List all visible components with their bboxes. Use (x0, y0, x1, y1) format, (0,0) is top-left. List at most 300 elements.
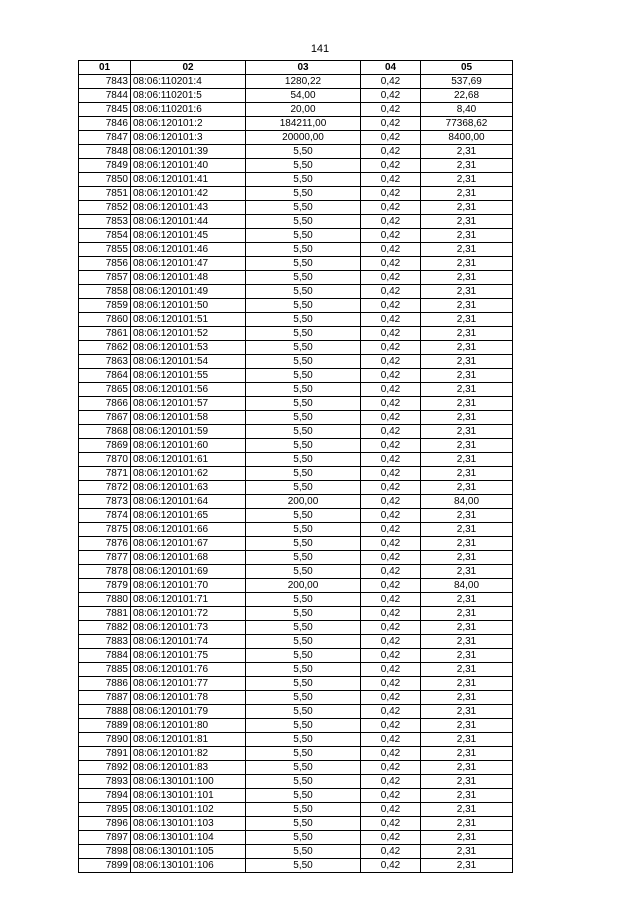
cell-value-03: 5,50 (246, 733, 361, 747)
cell-row-number: 7865 (79, 383, 131, 397)
cell-row-number: 7855 (79, 243, 131, 257)
cell-cadastral-number: 08:06:130101:105 (131, 845, 246, 859)
cell-cadastral-number: 08:06:120101:79 (131, 705, 246, 719)
table-row (79, 677, 513, 691)
cell-cadastral-number: 08:06:120101:67 (131, 537, 246, 551)
cell-rate-04: 0,42 (361, 299, 421, 313)
cell-row-number: 7863 (79, 355, 131, 369)
table-row (79, 355, 513, 369)
table-row (79, 467, 513, 481)
page-number: 141 (310, 43, 330, 55)
data-table (78, 60, 513, 873)
table-row (79, 285, 513, 299)
cell-cadastral-number: 08:06:120101:73 (131, 621, 246, 635)
cell-value-05: 22,68 (421, 89, 513, 103)
cell-rate-04: 0,42 (361, 369, 421, 383)
cell-cadastral-number: 08:06:120101:40 (131, 159, 246, 173)
cell-row-number: 7892 (79, 761, 131, 775)
cell-cadastral-number: 08:06:120101:58 (131, 411, 246, 425)
cell-rate-04: 0,42 (361, 663, 421, 677)
cell-value-05: 2,31 (421, 327, 513, 341)
cell-row-number: 7872 (79, 481, 131, 495)
cell-cadastral-number: 08:06:120101:52 (131, 327, 246, 341)
cell-value-05: 2,31 (421, 201, 513, 215)
cell-value-03: 5,50 (246, 425, 361, 439)
cell-row-number: 7899 (79, 859, 131, 873)
cell-value-03: 20,00 (246, 103, 361, 117)
cell-value-03: 5,50 (246, 439, 361, 453)
cell-rate-04: 0,42 (361, 509, 421, 523)
cell-row-number: 7890 (79, 733, 131, 747)
cell-row-number: 7888 (79, 705, 131, 719)
cell-row-number: 7847 (79, 131, 131, 145)
cell-value-05: 2,31 (421, 705, 513, 719)
column-header-04: 04 (361, 61, 421, 75)
cell-row-number: 7861 (79, 327, 131, 341)
cell-cadastral-number: 08:06:120101:72 (131, 607, 246, 621)
cell-value-03: 5,50 (246, 859, 361, 873)
cell-row-number: 7882 (79, 621, 131, 635)
cell-row-number: 7875 (79, 523, 131, 537)
cell-row-number: 7876 (79, 537, 131, 551)
cell-row-number: 7895 (79, 803, 131, 817)
cell-value-03: 54,00 (246, 89, 361, 103)
cell-row-number: 7893 (79, 775, 131, 789)
cell-value-05: 84,00 (421, 495, 513, 509)
cell-row-number: 7846 (79, 117, 131, 131)
cell-value-05: 2,31 (421, 509, 513, 523)
cell-cadastral-number: 08:06:120101:55 (131, 369, 246, 383)
cell-value-05: 2,31 (421, 271, 513, 285)
cell-value-05: 2,31 (421, 383, 513, 397)
cell-value-05: 2,31 (421, 355, 513, 369)
cell-cadastral-number: 08:06:120101:61 (131, 453, 246, 467)
cell-value-05: 2,31 (421, 257, 513, 271)
cell-rate-04: 0,42 (361, 383, 421, 397)
cell-value-03: 5,50 (246, 481, 361, 495)
cell-cadastral-number: 08:06:130101:101 (131, 789, 246, 803)
table-row (79, 705, 513, 719)
cell-cadastral-number: 08:06:120101:51 (131, 313, 246, 327)
table-row (79, 803, 513, 817)
cell-cadastral-number: 08:06:120101:83 (131, 761, 246, 775)
cell-value-05: 2,31 (421, 691, 513, 705)
cell-cadastral-number: 08:06:120101:65 (131, 509, 246, 523)
cell-rate-04: 0,42 (361, 327, 421, 341)
table-row (79, 369, 513, 383)
cell-rate-04: 0,42 (361, 691, 421, 705)
cell-rate-04: 0,42 (361, 397, 421, 411)
cell-value-05: 2,31 (421, 145, 513, 159)
cell-row-number: 7845 (79, 103, 131, 117)
cell-rate-04: 0,42 (361, 803, 421, 817)
table-row (79, 817, 513, 831)
cell-rate-04: 0,42 (361, 845, 421, 859)
cell-value-05: 2,31 (421, 313, 513, 327)
table-row (79, 425, 513, 439)
cell-row-number: 7897 (79, 831, 131, 845)
cell-rate-04: 0,42 (361, 75, 421, 89)
cell-value-03: 200,00 (246, 495, 361, 509)
table-row (79, 131, 513, 145)
cell-rate-04: 0,42 (361, 635, 421, 649)
cell-row-number: 7848 (79, 145, 131, 159)
column-header-01: 01 (79, 61, 131, 75)
table-row (79, 621, 513, 635)
cell-row-number: 7862 (79, 341, 131, 355)
cell-rate-04: 0,42 (361, 593, 421, 607)
cell-value-03: 5,50 (246, 705, 361, 719)
cell-row-number: 7871 (79, 467, 131, 481)
cell-row-number: 7843 (79, 75, 131, 89)
cell-cadastral-number: 08:06:120101:80 (131, 719, 246, 733)
cell-cadastral-number: 08:06:120101:46 (131, 243, 246, 257)
cell-value-05: 2,31 (421, 397, 513, 411)
cell-cadastral-number: 08:06:110201:5 (131, 89, 246, 103)
table-body (79, 75, 513, 873)
cell-value-03: 5,50 (246, 607, 361, 621)
cell-cadastral-number: 08:06:120101:41 (131, 173, 246, 187)
cell-row-number: 7886 (79, 677, 131, 691)
cell-cadastral-number: 08:06:120101:75 (131, 649, 246, 663)
cell-rate-04: 0,42 (361, 201, 421, 215)
cell-rate-04: 0,42 (361, 467, 421, 481)
cell-value-03: 5,50 (246, 649, 361, 663)
cell-row-number: 7889 (79, 719, 131, 733)
cell-value-03: 5,50 (246, 145, 361, 159)
cell-cadastral-number: 08:06:120101:62 (131, 467, 246, 481)
table-row (79, 229, 513, 243)
table-row (79, 145, 513, 159)
cell-value-03: 5,50 (246, 523, 361, 537)
table-row (79, 789, 513, 803)
cell-row-number: 7878 (79, 565, 131, 579)
cell-rate-04: 0,42 (361, 145, 421, 159)
cell-row-number: 7859 (79, 299, 131, 313)
cell-rate-04: 0,42 (361, 621, 421, 635)
cell-row-number: 7853 (79, 215, 131, 229)
cell-row-number: 7873 (79, 495, 131, 509)
cell-value-03: 5,50 (246, 453, 361, 467)
table-row (79, 383, 513, 397)
cell-row-number: 7858 (79, 285, 131, 299)
cell-cadastral-number: 08:06:110201:6 (131, 103, 246, 117)
cell-value-05: 2,31 (421, 859, 513, 873)
cell-rate-04: 0,42 (361, 537, 421, 551)
cell-value-03: 5,50 (246, 173, 361, 187)
cell-cadastral-number: 08:06:120101:54 (131, 355, 246, 369)
cell-value-05: 2,31 (421, 173, 513, 187)
cell-rate-04: 0,42 (361, 551, 421, 565)
cell-rate-04: 0,42 (361, 159, 421, 173)
cell-value-05: 2,31 (421, 285, 513, 299)
cell-value-03: 5,50 (246, 201, 361, 215)
header-row (79, 61, 513, 75)
cell-rate-04: 0,42 (361, 215, 421, 229)
cell-value-03: 5,50 (246, 341, 361, 355)
cell-cadastral-number: 08:06:120101:68 (131, 551, 246, 565)
cell-rate-04: 0,42 (361, 173, 421, 187)
cell-cadastral-number: 08:06:120101:50 (131, 299, 246, 313)
cell-value-03: 5,50 (246, 663, 361, 677)
table-row (79, 551, 513, 565)
cell-rate-04: 0,42 (361, 103, 421, 117)
cell-rate-04: 0,42 (361, 131, 421, 145)
table-row (79, 173, 513, 187)
table-row (79, 411, 513, 425)
table-row (79, 117, 513, 131)
cell-rate-04: 0,42 (361, 285, 421, 299)
cell-row-number: 7870 (79, 453, 131, 467)
table-row (79, 201, 513, 215)
cell-row-number: 7896 (79, 817, 131, 831)
cell-value-03: 5,50 (246, 271, 361, 285)
cell-value-03: 5,50 (246, 243, 361, 257)
cell-cadastral-number: 08:06:120101:45 (131, 229, 246, 243)
cell-cadastral-number: 08:06:120101:39 (131, 145, 246, 159)
cell-value-03: 5,50 (246, 761, 361, 775)
cell-rate-04: 0,42 (361, 425, 421, 439)
cell-row-number: 7844 (79, 89, 131, 103)
cell-rate-04: 0,42 (361, 271, 421, 285)
cell-value-05: 2,31 (421, 607, 513, 621)
cell-value-05: 2,31 (421, 467, 513, 481)
cell-value-05: 2,31 (421, 677, 513, 691)
cell-row-number: 7864 (79, 369, 131, 383)
table-row (79, 747, 513, 761)
cell-value-03: 5,50 (246, 677, 361, 691)
cell-row-number: 7849 (79, 159, 131, 173)
cell-row-number: 7854 (79, 229, 131, 243)
cell-value-05: 2,31 (421, 453, 513, 467)
table-row (79, 243, 513, 257)
cell-value-03: 5,50 (246, 537, 361, 551)
table-row (79, 761, 513, 775)
cell-value-05: 84,00 (421, 579, 513, 593)
cell-cadastral-number: 08:06:120101:78 (131, 691, 246, 705)
cell-value-05: 2,31 (421, 481, 513, 495)
cell-value-05: 2,31 (421, 187, 513, 201)
cell-row-number: 7894 (79, 789, 131, 803)
table-row (79, 397, 513, 411)
cell-value-05: 2,31 (421, 845, 513, 859)
cell-rate-04: 0,42 (361, 649, 421, 663)
cell-rate-04: 0,42 (361, 257, 421, 271)
cell-value-03: 5,50 (246, 509, 361, 523)
cell-row-number: 7884 (79, 649, 131, 663)
cell-row-number: 7868 (79, 425, 131, 439)
cell-rate-04: 0,42 (361, 411, 421, 425)
cell-cadastral-number: 08:06:130101:103 (131, 817, 246, 831)
table-row (79, 537, 513, 551)
table-row (79, 565, 513, 579)
cell-rate-04: 0,42 (361, 761, 421, 775)
cell-rate-04: 0,42 (361, 859, 421, 873)
cell-rate-04: 0,42 (361, 747, 421, 761)
cell-rate-04: 0,42 (361, 607, 421, 621)
table-row (79, 509, 513, 523)
cell-value-03: 5,50 (246, 789, 361, 803)
cell-value-03: 5,50 (246, 831, 361, 845)
cell-value-03: 5,50 (246, 635, 361, 649)
table-row (79, 257, 513, 271)
cell-cadastral-number: 08:06:120101:64 (131, 495, 246, 509)
cell-value-03: 5,50 (246, 215, 361, 229)
cell-value-05: 2,31 (421, 299, 513, 313)
cell-value-03: 5,50 (246, 313, 361, 327)
table-row (79, 75, 513, 89)
cell-value-05: 2,31 (421, 369, 513, 383)
cell-rate-04: 0,42 (361, 817, 421, 831)
cell-cadastral-number: 08:06:120101:48 (131, 271, 246, 285)
cell-rate-04: 0,42 (361, 495, 421, 509)
table-row (79, 635, 513, 649)
cell-cadastral-number: 08:06:110201:4 (131, 75, 246, 89)
cell-value-05: 2,31 (421, 621, 513, 635)
cell-value-03: 5,50 (246, 845, 361, 859)
cell-rate-04: 0,42 (361, 579, 421, 593)
table-row (79, 593, 513, 607)
cell-cadastral-number: 08:06:120101:3 (131, 131, 246, 145)
cell-cadastral-number: 08:06:120101:66 (131, 523, 246, 537)
cell-row-number: 7866 (79, 397, 131, 411)
cell-row-number: 7877 (79, 551, 131, 565)
cell-rate-04: 0,42 (361, 341, 421, 355)
cell-cadastral-number: 08:06:120101:69 (131, 565, 246, 579)
cell-cadastral-number: 08:06:120101:74 (131, 635, 246, 649)
cell-value-03: 5,50 (246, 397, 361, 411)
cell-row-number: 7860 (79, 313, 131, 327)
table-row (79, 775, 513, 789)
cell-cadastral-number: 08:06:120101:53 (131, 341, 246, 355)
cell-rate-04: 0,42 (361, 565, 421, 579)
cell-cadastral-number: 08:06:120101:82 (131, 747, 246, 761)
cell-value-03: 5,50 (246, 159, 361, 173)
cell-rate-04: 0,42 (361, 243, 421, 257)
cell-cadastral-number: 08:06:120101:44 (131, 215, 246, 229)
cell-row-number: 7881 (79, 607, 131, 621)
cell-value-05: 2,31 (421, 635, 513, 649)
column-header-05: 05 (421, 61, 513, 75)
cell-value-03: 20000,00 (246, 131, 361, 145)
table-row (79, 187, 513, 201)
cell-value-03: 5,50 (246, 467, 361, 481)
cell-rate-04: 0,42 (361, 719, 421, 733)
table-row (79, 327, 513, 341)
table-row (79, 439, 513, 453)
cell-rate-04: 0,42 (361, 355, 421, 369)
cell-value-05: 2,31 (421, 663, 513, 677)
cell-rate-04: 0,42 (361, 117, 421, 131)
cell-rate-04: 0,42 (361, 453, 421, 467)
cell-row-number: 7883 (79, 635, 131, 649)
table-row (79, 691, 513, 705)
cell-value-03: 5,50 (246, 327, 361, 341)
cell-value-05: 2,31 (421, 789, 513, 803)
cell-value-05: 2,31 (421, 425, 513, 439)
cell-rate-04: 0,42 (361, 705, 421, 719)
table-row (79, 579, 513, 593)
cell-rate-04: 0,42 (361, 831, 421, 845)
cell-cadastral-number: 08:06:120101:71 (131, 593, 246, 607)
table-row (79, 341, 513, 355)
cell-cadastral-number: 08:06:120101:2 (131, 117, 246, 131)
cell-cadastral-number: 08:06:120101:76 (131, 663, 246, 677)
cell-cadastral-number: 08:06:120101:42 (131, 187, 246, 201)
cell-row-number: 7851 (79, 187, 131, 201)
cell-cadastral-number: 08:06:120101:60 (131, 439, 246, 453)
cell-value-03: 5,50 (246, 383, 361, 397)
cell-value-05: 8,40 (421, 103, 513, 117)
cell-value-05: 2,31 (421, 411, 513, 425)
table-row (79, 495, 513, 509)
cell-value-03: 5,50 (246, 803, 361, 817)
cell-value-03: 5,50 (246, 719, 361, 733)
cell-value-03: 5,50 (246, 565, 361, 579)
cell-value-03: 5,50 (246, 551, 361, 565)
table-row (79, 649, 513, 663)
cell-row-number: 7879 (79, 579, 131, 593)
cell-cadastral-number: 08:06:120101:49 (131, 285, 246, 299)
table-row (79, 733, 513, 747)
table-row (79, 523, 513, 537)
cell-value-05: 2,31 (421, 803, 513, 817)
table-row (79, 719, 513, 733)
column-header-03: 03 (246, 61, 361, 75)
table-row (79, 845, 513, 859)
table-row (79, 313, 513, 327)
cell-value-05: 2,31 (421, 215, 513, 229)
cell-value-03: 1280,22 (246, 75, 361, 89)
cell-value-05: 2,31 (421, 537, 513, 551)
cell-value-05: 2,31 (421, 229, 513, 243)
cell-value-05: 2,31 (421, 775, 513, 789)
cell-rate-04: 0,42 (361, 229, 421, 243)
table-row (79, 481, 513, 495)
cell-value-05: 2,31 (421, 565, 513, 579)
cell-value-03: 5,50 (246, 355, 361, 369)
cell-value-05: 2,31 (421, 831, 513, 845)
table-row (79, 299, 513, 313)
cell-cadastral-number: 08:06:130101:102 (131, 803, 246, 817)
cell-value-05: 2,31 (421, 593, 513, 607)
table-row (79, 663, 513, 677)
cell-cadastral-number: 08:06:120101:70 (131, 579, 246, 593)
cell-rate-04: 0,42 (361, 187, 421, 201)
cell-cadastral-number: 08:06:120101:56 (131, 383, 246, 397)
cell-row-number: 7874 (79, 509, 131, 523)
cell-cadastral-number: 08:06:120101:77 (131, 677, 246, 691)
table-row (79, 859, 513, 873)
cell-row-number: 7880 (79, 593, 131, 607)
table-row (79, 831, 513, 845)
cell-cadastral-number: 08:06:130101:106 (131, 859, 246, 873)
cell-value-03: 5,50 (246, 369, 361, 383)
cell-value-05: 2,31 (421, 817, 513, 831)
cell-rate-04: 0,42 (361, 733, 421, 747)
cell-value-05: 2,31 (421, 733, 513, 747)
cell-value-03: 5,50 (246, 257, 361, 271)
cell-value-03: 5,50 (246, 775, 361, 789)
cell-value-03: 200,00 (246, 579, 361, 593)
cell-value-05: 537,69 (421, 75, 513, 89)
cell-value-03: 5,50 (246, 187, 361, 201)
cell-cadastral-number: 08:06:120101:81 (131, 733, 246, 747)
cell-row-number: 7869 (79, 439, 131, 453)
cell-value-05: 2,31 (421, 649, 513, 663)
cell-value-05: 2,31 (421, 341, 513, 355)
cell-value-05: 2,31 (421, 439, 513, 453)
